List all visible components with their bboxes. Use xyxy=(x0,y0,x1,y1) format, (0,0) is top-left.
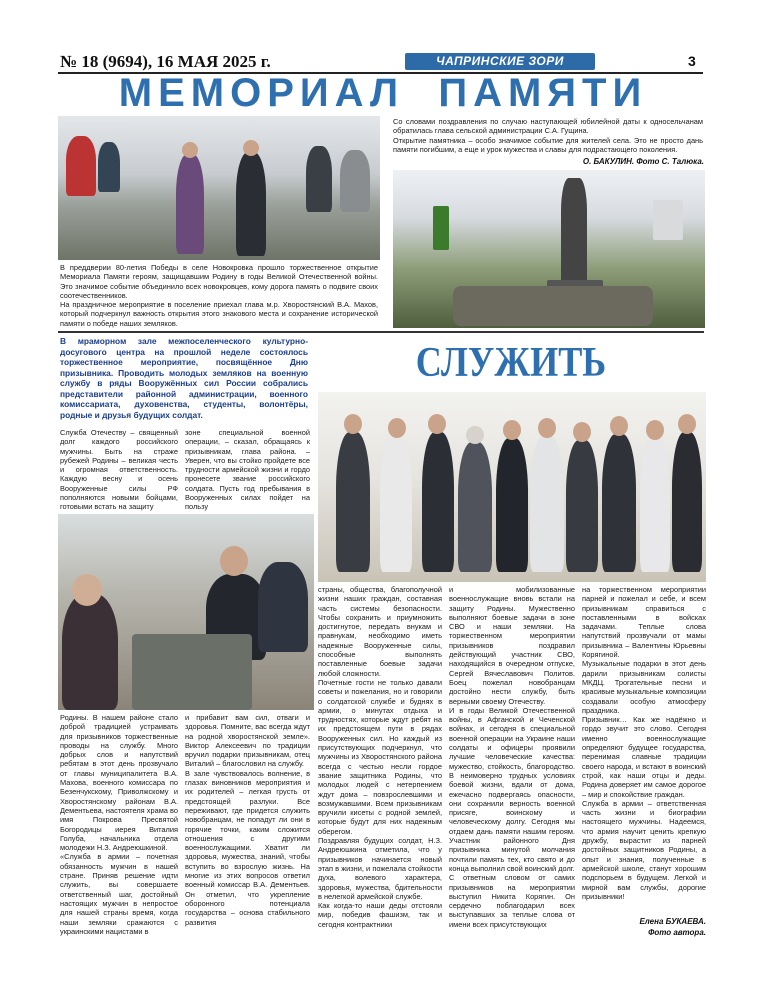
article-photo-credit: Фото автора. xyxy=(648,928,706,937)
memorial-caption: В преддверии 80-летия Победы в селе Новокровка прошло торжественное открытие Мемориала Памяти героям, защищавшим Родину в годы Великой Отечественной войны. Это значимое событие объединило всех новокровцев, кому дорога память о подвиге своих соотечественников. На праздничное мероприятие в поселение приехал глава м.р. Хворостянский В.А. Махов, который подчеркнул важность открытия этого знакового места и сохранение исторической памяти о победе наших земляков. xyxy=(60,263,378,328)
article-col4: и мобилизованные военнослужащие вновь встали на защиту Родины. Мужественно выполняют боевые задачи в зоне СВО и наши земляки. На торжественном мероприятии призывников поздравил действующий участник СВО, находящийся в очередном отпуске, Сергей Вячеславович Политов. Боец пожелал новобранцам достойно нести службу, быть верными своему Отечеству. И в годы Великой Отечественной войны, в Афганской и Чеченской войнах, и сегодня в специальной военной операции на Украине наши солдаты и офицеры проявили лучшие человеческие качества: мужество, стойкость, благородство. В неимоверно трудных условиях боевой жизни, вдали от дома, ежечасно подвергаясь опасности, они сохранили верность военной присяге, воинскому и человеческому долгу. Сегодня мы отдаем дань памяти нашим героям. Участник районного Дня призывника минутой молчания почтили память тех, кто свято и до конца выполнил свой воинский долг. С ответным словом от самих призывников на мероприятии выступил Никита Корягин. Он сердечно поблагодарил всех выступавших за теплые слова от имени всех присутствующих xyxy=(449,585,575,929)
memorial-monument-photo xyxy=(393,170,705,328)
article-col2-top: зоне специальной военной операции, – сказал, обращаясь к призывникам, глава района. – Уверен, что вы стойко пройдете все трудности армейской жизни и гордо пронесете звание российского солдата. Пусть год пребывания в Вооруженных силах пойдет на пользу xyxy=(185,428,310,512)
conscripts-group-photo xyxy=(318,392,706,582)
issue-info: № 18 (9694), 16 МАЯ 2025 г. xyxy=(60,52,271,71)
ceremony-audience-photo xyxy=(58,514,314,710)
memorial-signature: О. БАКУЛИН. Фото С. Талюка. xyxy=(582,157,704,166)
article-col1-top: Служба Отечеству – священный долг каждого российского мужчины. Быть на страже рубежей Родины – великая честь и огромная ответственность. Каждую весну и осень Вооруженные силы РФ пополняются новыми бойцами, готовыми встать на защиту xyxy=(60,428,178,512)
memorial-text: Со словами поздравления по случаю наступающей юбилейной даты к односельчанам обратилась глава сельской администрации С.А. Гущина. Открытие памятника – особо значимое событие для жителей села. Это не просто дань памяти погибшим, а еще и урок мужества и славы для подрастающего поколения. xyxy=(393,117,703,154)
memorial-ceremony-photo xyxy=(58,116,380,260)
article-headline: СЛУЖИТЬ xyxy=(415,340,607,386)
article-col2-bottom: и прибавит вам сил, отваги и здоровья. Помните, вас всегда ждут на родной хворостянской земле». Виктор Алексеевич по традиции вручил подарки призывникам, отец Виталий – благословил на службу. В зале чувствовалось волнение, в глазах виновников мероприятия и их родителей – легкая грусть от предстоящей разлуки. Все переживают, где придется служить новобранцам, не попадут ли они в горячие точки, каким сложится отношения с другими военнослужащими. Хватит ли здоровья, мужества, знаний, чтобы вступить во взрослую жизнь. На многие из этих вопросов ответил военный комиссар В.А. Дементьев. Он отметил, что укрепление оборонного потенциала государства – основа стабильного развития xyxy=(185,713,310,927)
article-col5: на торжественном мероприятии парней и пожелал и себе, и всем призывникам справиться с поставленными в войсках задачами. Теплые слова напутствий прозвучали от мамы призывника – Валентины Юрьевны Корягиной. Музыкальные подарки в этот день дарили призывникам солисты МКДЦ. Трогательные песни и красивые музыкальные композиции создавали особую атмосферу праздника. Призывник… Как же надёжно и гордо звучит это слово. Сегодня именно военнослужащие определяют будущее государства, перенимая славные традиции своего народа, и встают в воинский строй, как наши отцы и деды. Родина доверяет им самое дорогое – мир и спокойствие граждан. Служба в армии – ответственная часть жизни и биографии настоящего мужчины. Надеемся, что армия научит ценить крепкую дружбу, вырастит из парней достойных защитников Родины, а опыт и знания, полученные в армейской школе, станут хорошим подспорьем в будущем. Легкой и мирной вам службы, дорогие призывники! xyxy=(582,585,707,901)
article-col3: страны, общества, благополучной жизни наших граждан, составная часть системы безопасности. Чтобы сохранить и приумножить достигнутое, передать внукам и правнукам, необходимо иметь надежные Вооруженные силы, способные выполнять поставленные боевые задачи любой сложности. Почетные гости не только давали советы и пожелания, но и говорили о солдатской службе и буднях в армии, о минутах отдыха и трудностях, которые ждут ребят на их предстоящем пути в рядах Вооруженных сил. Но каждый из присутствующих подчеркнул, что мужчины из Хворостянского района всегда с честью несли гордое звание защитника Родины, что молодых людей с нетерпением ждут дома – повзрослевшими и возмужавшими. Всем призывникам вручили кисеты с родной землей, которые будут для них надежным оберегом. Поздравляя будущих солдат, Н.З. Андреюшкина отметила, что у призывников начинается новый этап в жизни, и пожелала стойкости духа, волевого характера, здоровья, мужества, бдительности в нелегкой армейской службе. Как когда-то наши деды отстояли мир, победив фашизм, так и сегодня контрактники xyxy=(318,585,442,929)
article-col1-bottom: Родины. В нашем районе стало доброй традицией устраивать для призывников торжественные проводы на службу. Много добрых слов и напутствий ребятам в этот день прозвучало от главы муниципалитета В.А. Махова, военного комиссара по Безенчукскому, Приволжскому и Хворостянскому районам В.А. Дементьева, настоятеля храма во имя Покрова Пресвятой Богородицы иерея Виталия Голуба, начальника отдела молодежи Н.З. Андреюшкиной. «Служба в армии – почетная обязанность мужчин в нашей стране. Приняв решение идти служить, вы совершаете ответственный шаг, достойный настоящих мужчин в непростое для нашей страны время, когда наши земляки сражаются с украинскими нацистами в xyxy=(60,713,178,936)
page-number: 3 xyxy=(688,53,696,69)
newspaper-name: ЧАПРИНСКИЕ ЗОРИ xyxy=(436,54,564,68)
article-lead: В мраморном зале межпоселенческого культурно-досугового центра на прошлой неделе состоялось торжественное мероприятие, посвящённое Дню призывника. Проводить молодых земляков на военную службу в ряды Вооружённых сил России собрались представители районной администрации, военного комиссариата, духовенства, студенты, волонтёры, родные и друзья будущих солдат. xyxy=(60,336,308,420)
page-title: МЕМОРИАЛ ПАМЯТИ xyxy=(118,71,648,115)
section-divider xyxy=(58,331,704,333)
newspaper-logo xyxy=(405,53,595,70)
article-author: Елена БУКАЕВА. xyxy=(639,917,706,926)
